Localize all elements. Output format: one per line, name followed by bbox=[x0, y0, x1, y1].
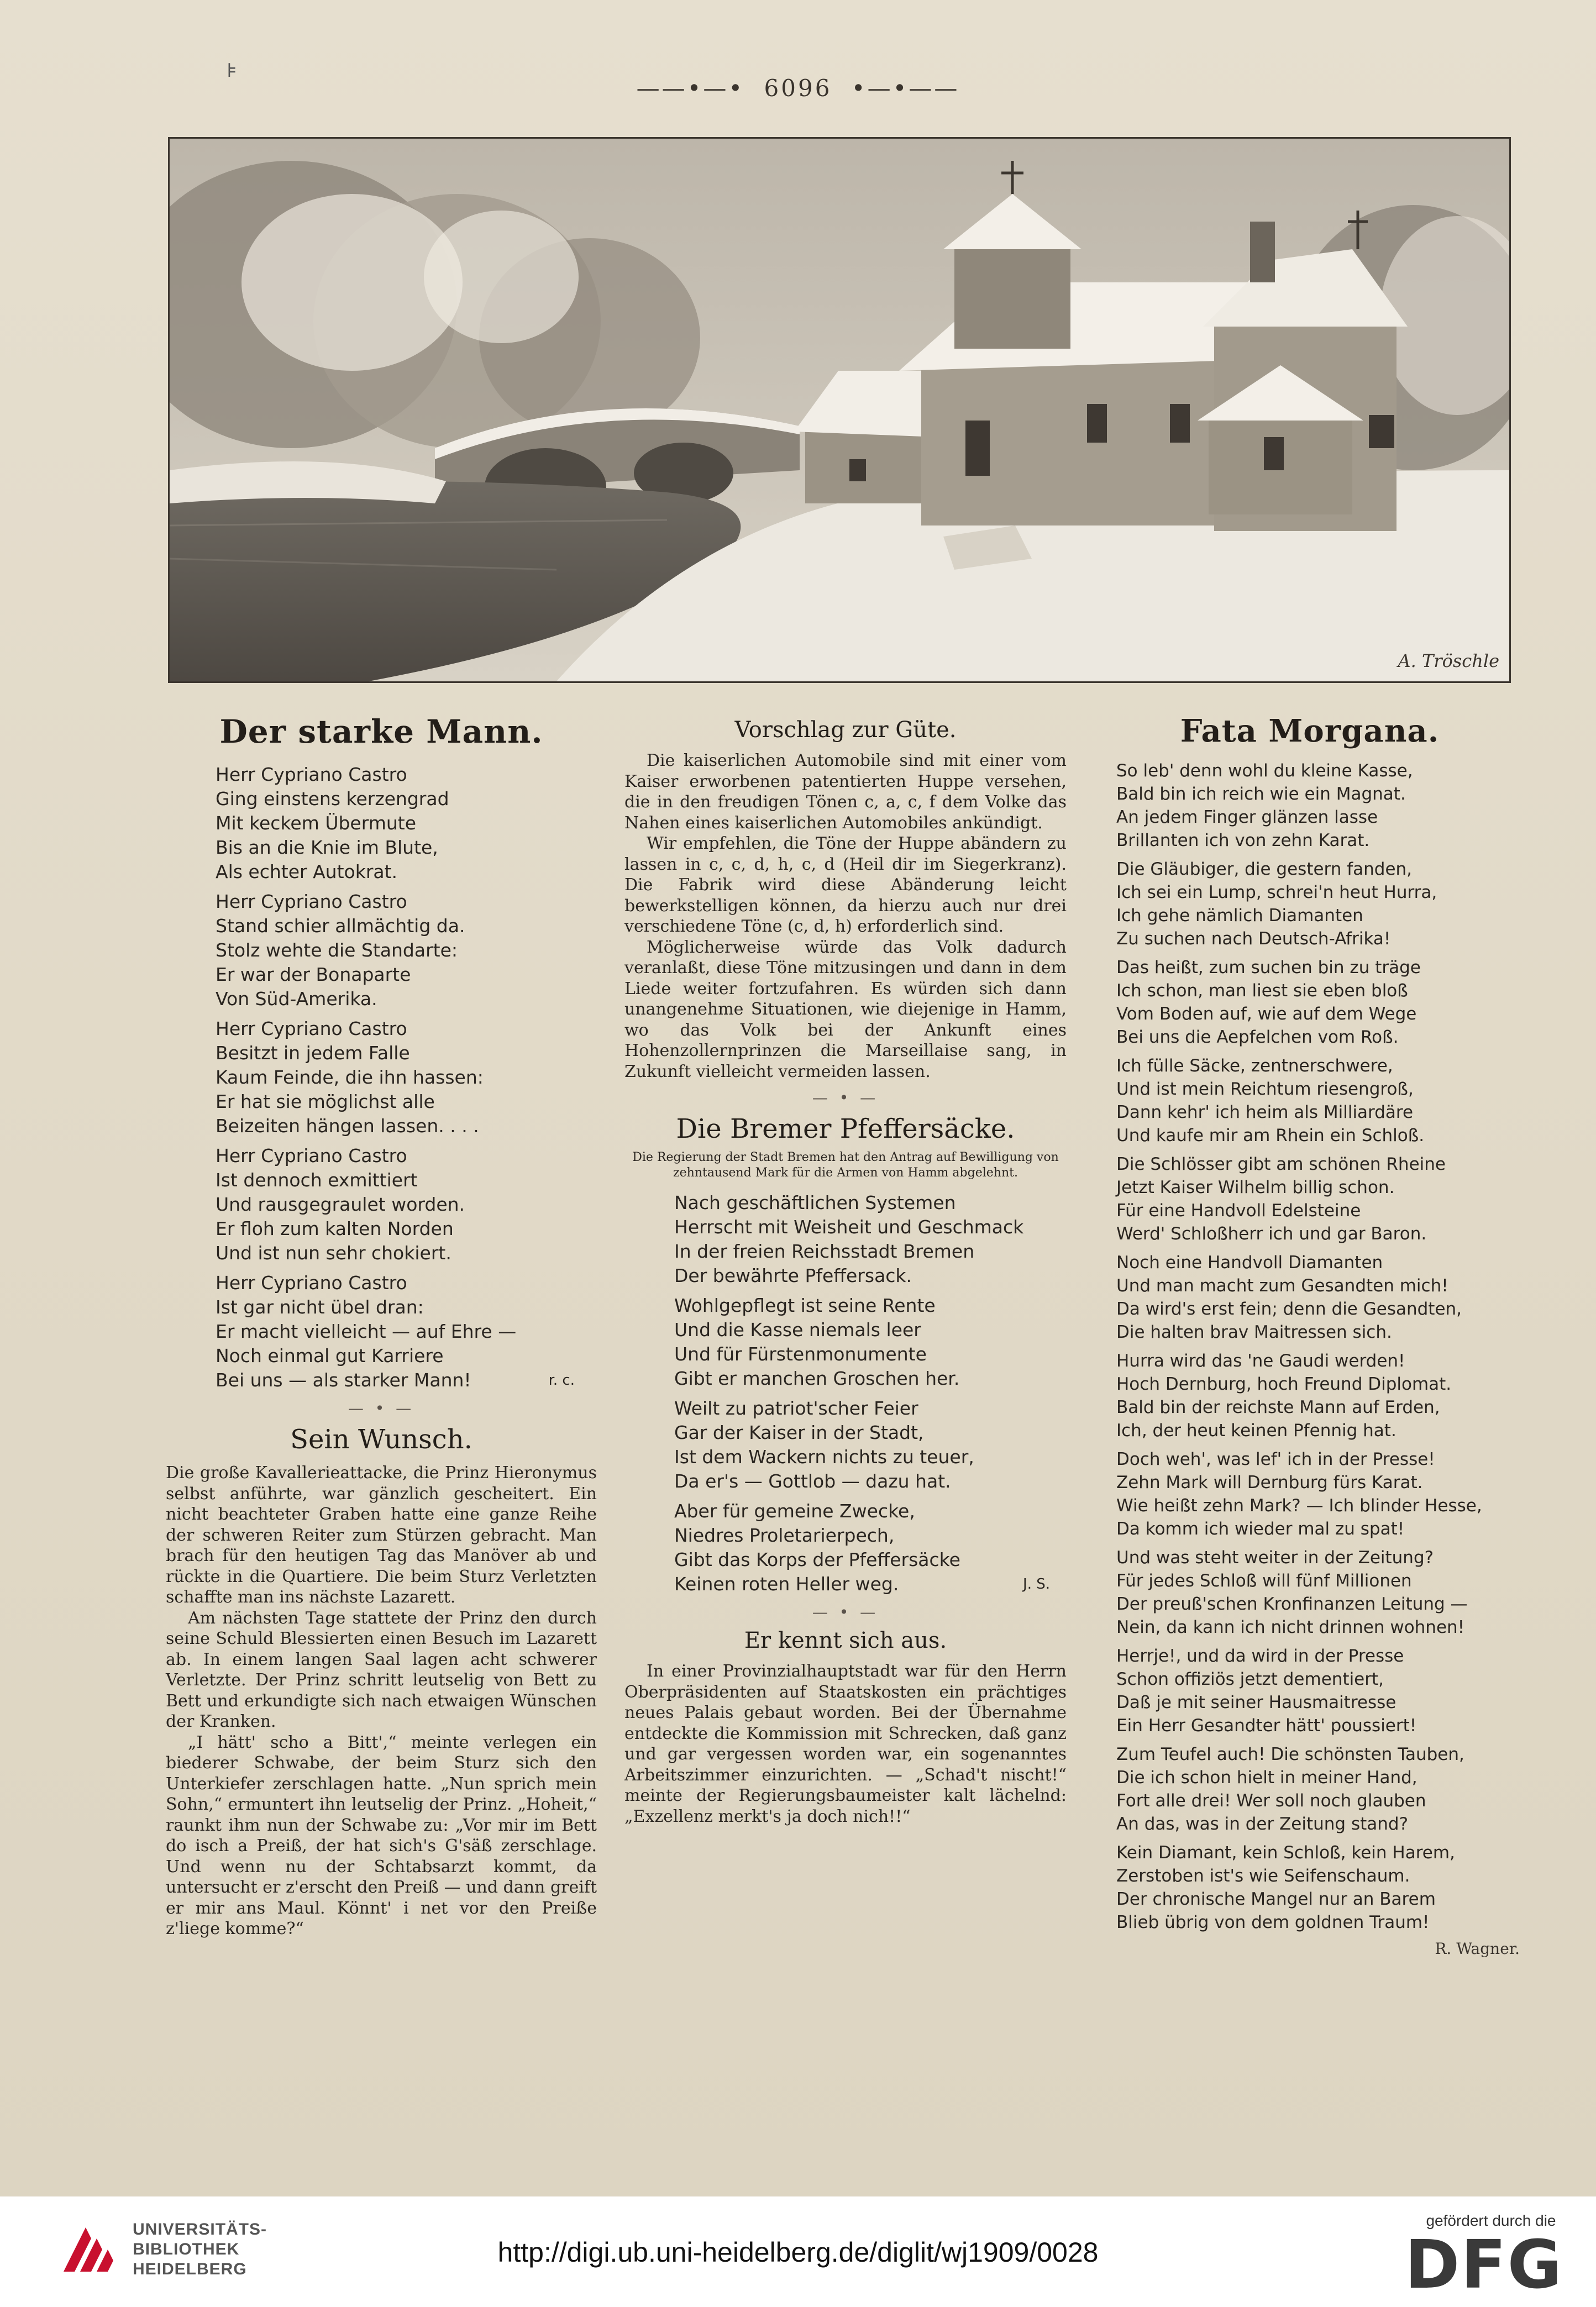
funding-note: gefördert durch die bbox=[1426, 2212, 1556, 2229]
verse-line: Stolz wehte die Standarte: bbox=[216, 939, 458, 961]
verse-line: Das heißt, zum suchen bin zu träge bbox=[1116, 958, 1421, 978]
verse-line: Er floh zum kalten Norden bbox=[216, 1218, 454, 1239]
verse-line: Und kaufe mir am Rhein ein Schloß. bbox=[1116, 1126, 1425, 1145]
verse-line: Bei uns die Aepfelchen vom Roß. bbox=[1116, 1027, 1399, 1047]
verse-line: Der preuß'schen Kronfinanzen Leitung — bbox=[1116, 1594, 1468, 1614]
verse-line: Für eine Handvoll Edelsteine bbox=[1116, 1201, 1361, 1221]
verse-line: So leb' denn wohl du kleine Kasse, bbox=[1116, 761, 1413, 781]
poem-intro-note: Die Regierung der Stadt Bremen hat den Antrag auf Bewilligung von zehntausend Mark für die Armen von Hamm abgelehnt. bbox=[632, 1150, 1059, 1180]
verse-line: Gibt er manchen Groschen her. bbox=[674, 1368, 960, 1389]
verse-line: Als echter Autokrat. bbox=[216, 861, 398, 882]
verse-line: Herr Cypriano Castro bbox=[216, 764, 407, 785]
verse-line: Ist gar nicht übel dran: bbox=[216, 1296, 424, 1318]
verse-line: Wohlgepflegt ist seine Rente bbox=[674, 1295, 936, 1316]
verse-line: Und man macht zum Gesandten mich! bbox=[1116, 1276, 1448, 1296]
verse-line: Bei uns — als starker Mann! bbox=[216, 1369, 471, 1391]
verse-line: Weilt zu patriot'scher Feier bbox=[674, 1397, 918, 1419]
illustration-signature: A. Tröschle bbox=[1398, 650, 1499, 671]
institution-line: HEIDELBERG bbox=[133, 2260, 247, 2278]
paragraph: In einer Provinzialhauptstadt war für den Herrn Oberpräsidenten auf Staatskosten ein prächtiges neues Palais gebaut worden. Bei der Übernahme entdeckte die Kommission mit Schrecken, daß ganz und gar vergessen worden war, ein sogenanntes Arbeitszimmer einzurichten. — „Schad't nischt!“ meinte der Regierungsbaumeister kalt lächelnd: „Exzellenz merkt's ja doch nich!!“ bbox=[624, 1662, 1067, 1826]
verse-line: Zerstoben ist's wie Seifenschaum. bbox=[1116, 1866, 1410, 1886]
verse-line: Doch weh', was lef' ich in der Presse! bbox=[1116, 1449, 1435, 1469]
verse-line: Und ist mein Reichtum riesengroß, bbox=[1116, 1079, 1414, 1099]
verse-line: Keinen roten Heller weg. bbox=[674, 1573, 899, 1595]
author-initials: J. S. bbox=[1023, 1576, 1050, 1593]
verse-line: Die Schlösser gibt am schönen Rheine bbox=[1116, 1154, 1446, 1174]
verse-line: Besitzt in jedem Falle bbox=[216, 1042, 410, 1064]
stanza bbox=[216, 890, 597, 1011]
story-er-kennt-sich-aus bbox=[624, 1661, 1067, 1827]
stanza bbox=[1116, 1054, 1520, 1147]
verse-line: Da komm ich wieder mal zu spat! bbox=[1116, 1519, 1405, 1539]
column-middle bbox=[624, 713, 1067, 1827]
verse-line: Hurra wird das 'ne Gaudi werden! bbox=[1116, 1351, 1405, 1371]
stanza bbox=[1116, 858, 1520, 950]
paragraph: Möglicherweise würde das Volk dadurch veranlaßt, diese Töne mitzusingen und dann in dem Liede weiter fortzufahren. Es würden sich dann unangenehme Situationen, wie diejenige in Hamm, wo das Volk bei der Ankunft eines Hohenzollernprinzen die Marseillaise sang, in Zukunft vielleicht vermeiden lassen. bbox=[624, 937, 1067, 1081]
institution-line: BIBLIOTHEK bbox=[133, 2240, 240, 2258]
verse-line: Da wird's erst fein; denn die Gesandten, bbox=[1116, 1299, 1462, 1319]
verse-line: Kein Diamant, kein Schloß, kein Harem, bbox=[1116, 1843, 1455, 1863]
verse-line: Die ich schon hielt in meiner Hand, bbox=[1116, 1768, 1418, 1788]
verse-line: Herrje!, und da wird in der Presse bbox=[1116, 1646, 1404, 1666]
institution-line: UNIVERSITÄTS- bbox=[133, 2220, 267, 2238]
verse-line: Fort alle drei! Wer soll noch glauben bbox=[1116, 1791, 1426, 1811]
verse-line: Der bewährte Pfeffersack. bbox=[674, 1265, 912, 1286]
stanza bbox=[674, 1191, 1067, 1288]
verse-line: Ging einstens kerzengrad bbox=[216, 788, 449, 810]
stanza bbox=[674, 1294, 1067, 1391]
verse-line: Und was steht weiter in der Zeitung? bbox=[1116, 1548, 1434, 1568]
paragraph: „I hätt' scho a Bitt',“ meinte verlegen ein biederer Schwabe, der beim Sturz sich den Unterkiefer zerschlagen hatte. „Nun sprich mein Sohn,“ ermuntert ihn leutselig der Prinz. „Hoheit,“ raunkt ihm nun der Schwabe zu: „Vor mir im Bett do isch a Preiß, der hat sich's G'säß zerschlage. Und wenn nu der Schtabsarzt kommt, da untersucht er z'erscht den Preiß — und dann greift er mir ans Maul. Könnt' i net vor den Preiße z'liege komme?“ bbox=[166, 1732, 597, 1938]
column-left bbox=[166, 713, 597, 1940]
verse-line: Nein, da kann ich nicht drinnen wohnen! bbox=[1116, 1617, 1465, 1637]
stanza bbox=[674, 1396, 1067, 1494]
poem-title-der-starke-mann: Der starke Mann. bbox=[219, 713, 543, 750]
story-title-er-kennt-sich-aus: Er kennt sich aus. bbox=[744, 1628, 947, 1653]
verse-line: Brillanten ich von zehn Karat. bbox=[1116, 831, 1370, 850]
verse-line: Der chronische Mangel nur an Barem bbox=[1116, 1889, 1436, 1909]
verse-line: Herr Cypriano Castro bbox=[216, 1145, 407, 1166]
separator: — • — bbox=[812, 1603, 879, 1621]
verse-line: Da er's — Gottlob — dazu hat. bbox=[674, 1470, 951, 1492]
corner-mark: ⊧ bbox=[227, 60, 238, 82]
author-initials: r. c. bbox=[548, 1372, 575, 1389]
footer-bar bbox=[0, 2196, 1596, 2307]
stanza bbox=[216, 1144, 597, 1265]
ornament-left: ——•—• bbox=[636, 75, 745, 102]
verse-line: Ich sei ein Lump, schrei'n heut Hurra, bbox=[1116, 882, 1437, 902]
verse-line: Er macht vielleicht — auf Ehre — bbox=[216, 1321, 517, 1342]
source-url-link[interactable]: http://digi.ub.uni-heidelberg.de/diglit/wj1909/0028 bbox=[497, 2237, 1099, 2268]
verse-line: Daß je mit seiner Hausmaitresse bbox=[1116, 1693, 1397, 1712]
author-signature: R. Wagner. bbox=[1435, 1940, 1520, 1958]
verse-line: Beizeiten hängen lassen. . . . bbox=[216, 1115, 479, 1137]
poem-title-fata-morgana: Fata Morgana. bbox=[1180, 713, 1440, 749]
stanza bbox=[216, 1271, 597, 1392]
verse-line: Mit keckem Übermute bbox=[216, 812, 417, 834]
page-number-line bbox=[0, 75, 1596, 102]
verse-line: Ein Herr Gesandter hätt' poussiert! bbox=[1116, 1716, 1417, 1736]
verse-line: Nach geschäftlichen Systemen bbox=[674, 1192, 956, 1213]
verse-line: Die Gläubiger, die gestern fanden, bbox=[1116, 859, 1413, 879]
stanza bbox=[216, 763, 597, 884]
verse-line: Er war der Bonaparte bbox=[216, 964, 411, 985]
story-sein-wunsch bbox=[166, 1463, 597, 1940]
verse-line-with-signature bbox=[674, 1572, 1050, 1596]
paragraph: Am nächsten Tage stattete der Prinz den durch seine Schuld Blessierten einen Besuch im Lazarett ab. In einem langen Saal lagen acht schwerer Verletzte. Der Prinz schritt leutselig von Bett zu Bett und erkundigte sich nach etwaigen Wünschen der Kranken. bbox=[166, 1608, 597, 1731]
winter-scene-drawing bbox=[170, 139, 1509, 681]
verse-line: Ich schon, man liest sie eben bloß bbox=[1116, 981, 1408, 1001]
verse-line: Bald bin der reichste Mann auf Erden, bbox=[1116, 1397, 1440, 1417]
page-number: 6096 bbox=[764, 75, 832, 102]
ornament-right: •—•—— bbox=[851, 75, 960, 102]
stanza bbox=[1116, 759, 1520, 852]
stanza bbox=[1116, 1743, 1520, 1836]
verse-line: Bald bin ich reich wie ein Magnat. bbox=[1116, 784, 1406, 804]
verse-line: Dann kehr' ich heim als Milliardäre bbox=[1116, 1102, 1414, 1122]
verse-line: Herr Cypriano Castro bbox=[216, 891, 407, 912]
stanza bbox=[1116, 1644, 1520, 1737]
dfg-logo: DFG bbox=[1404, 2227, 1563, 2304]
verse-line: Zum Teufel auch! Die schönsten Tauben, bbox=[1116, 1744, 1464, 1764]
verse-line: Niedres Proletarierpech, bbox=[674, 1525, 895, 1546]
verse-line: Blieb übrig von dem goldnen Traum! bbox=[1116, 1912, 1430, 1932]
poem-title-bremer-pfeffersaecke: Die Bremer Pfeffersäcke. bbox=[676, 1113, 1015, 1144]
verse-line: Herrscht mit Weisheit und Geschmack bbox=[674, 1216, 1024, 1238]
verse-line: In der freien Reichsstadt Bremen bbox=[674, 1241, 975, 1262]
stanza bbox=[674, 1499, 1067, 1596]
verse-line: Ist dennoch exmittiert bbox=[216, 1169, 418, 1191]
verse-line: Herr Cypriano Castro bbox=[216, 1018, 407, 1039]
paragraph: Die kaiserlichen Automobile sind mit einer vom Kaiser erworbenen patentierten Huppe versehen, die in den freudigen Tönen c, a, c, f dem Volke das Nahen eines kaiserlichen Automobiles ankündigt. bbox=[624, 751, 1067, 833]
poem-der-starke-mann bbox=[216, 763, 597, 1392]
verse-line: Von Süd-Amerika. bbox=[216, 988, 377, 1010]
verse-line: Noch eine Handvoll Diamanten bbox=[1116, 1253, 1383, 1273]
verse-line-with-signature bbox=[216, 1368, 597, 1392]
verse-line: Vom Boden auf, wie auf dem Wege bbox=[1116, 1004, 1417, 1024]
verse-line: Ich fülle Säcke, zentnerschwere, bbox=[1116, 1056, 1393, 1076]
poem-bremer-pfeffersaecke bbox=[674, 1191, 1067, 1596]
column-right bbox=[1100, 713, 1520, 1958]
verse-line: Herr Cypriano Castro bbox=[216, 1272, 407, 1294]
verse-line: Schon offiziös jetzt dementiert, bbox=[1116, 1669, 1384, 1689]
verse-line: Noch einmal gut Karriere bbox=[216, 1345, 444, 1367]
paragraph: Wir empfehlen, die Töne der Huppe abändern zu lassen in c, c, d, h, c, d (Heil dir im Siegerkranz). Die Fabrik wird diese Abänderung leicht bewerkstelligen können, da hierzu auch nur drei verschiedene Töne (c, d, h) erforderlich sind. bbox=[624, 834, 1067, 936]
paragraph: Die große Kavallerieattacke, die Prinz Hieronymus selbst anführte, war gänzlich gescheitert. Ein nicht beachteter Graben hatte eine ganze Reihe der schweren Reiter zum Stürzen gebracht. Man brach für den heutigen Tag das Manöver ab und rückte in die Quartiere. Die beim Sturz Verletzten schaffte man ins nächste Lazarett. bbox=[166, 1463, 597, 1607]
stanza bbox=[1116, 956, 1520, 1049]
stanza bbox=[1116, 1546, 1520, 1639]
verse-line: Er hat sie möglichst alle bbox=[216, 1091, 435, 1112]
verse-line: Und für Fürstenmonumente bbox=[674, 1343, 927, 1365]
verse-line: Werd' Schloßherr ich und gar Baron. bbox=[1116, 1224, 1427, 1244]
verse-line: Gar der Kaiser in der Stadt, bbox=[674, 1422, 924, 1443]
verse-line: Ich, der heut keinen Pfennig hat. bbox=[1116, 1421, 1397, 1441]
story-title-sein-wunsch: Sein Wunsch. bbox=[290, 1424, 473, 1455]
article-title-vorschlag: Vorschlag zur Güte. bbox=[734, 717, 957, 743]
verse-line: Stand schier allmächtig da. bbox=[216, 915, 465, 937]
verse-line: Aber für gemeine Zwecke, bbox=[674, 1500, 915, 1522]
verse-line: Die halten brav Maitressen sich. bbox=[1116, 1322, 1392, 1342]
verse-line: Gibt das Korps der Pfeffersäcke bbox=[674, 1549, 960, 1570]
stanza bbox=[1116, 1251, 1520, 1344]
separator: — • — bbox=[348, 1399, 415, 1417]
article-vorschlag-zur-guete bbox=[624, 750, 1067, 1082]
verse-line: Für jedes Schloß will fünf Millionen bbox=[1116, 1571, 1412, 1591]
stanza bbox=[1116, 1349, 1520, 1442]
verse-line: Und ist nun sehr chokiert. bbox=[216, 1242, 452, 1264]
verse-line: Jetzt Kaiser Wilhelm billig schon. bbox=[1116, 1178, 1395, 1197]
verse-line: Und rausgegraulet worden. bbox=[216, 1194, 465, 1215]
winter-scene-illustration bbox=[168, 137, 1511, 683]
verse-line: Wie heißt zehn Mark? — Ich blinder Hesse, bbox=[1116, 1496, 1482, 1516]
separator: — • — bbox=[812, 1089, 879, 1107]
verse-line: Ich gehe nämlich Diamanten bbox=[1116, 906, 1363, 926]
verse-line: Zehn Mark will Dernburg fürs Karat. bbox=[1116, 1473, 1423, 1493]
stanza bbox=[216, 1017, 597, 1138]
stanza bbox=[1116, 1448, 1520, 1541]
poem-fata-morgana bbox=[1116, 759, 1520, 1934]
verse-line: Und die Kasse niemals leer bbox=[674, 1319, 921, 1341]
verse-line: Ist dem Wackern nichts zu teuer, bbox=[674, 1446, 974, 1468]
verse-line: Zu suchen nach Deutsch-Afrika! bbox=[1116, 929, 1391, 949]
verse-line: Hoch Dernburg, hoch Freund Diplomat. bbox=[1116, 1374, 1452, 1394]
stanza bbox=[1116, 1841, 1520, 1934]
verse-line: Bis an die Knie im Blute, bbox=[216, 837, 438, 858]
verse-line: Kaum Feinde, die ihn hassen: bbox=[216, 1066, 484, 1088]
verse-line: An jedem Finger glänzen lasse bbox=[1116, 807, 1378, 827]
stanza bbox=[1116, 1153, 1520, 1246]
verse-line: An das, was in der Zeitung stand? bbox=[1116, 1814, 1409, 1834]
